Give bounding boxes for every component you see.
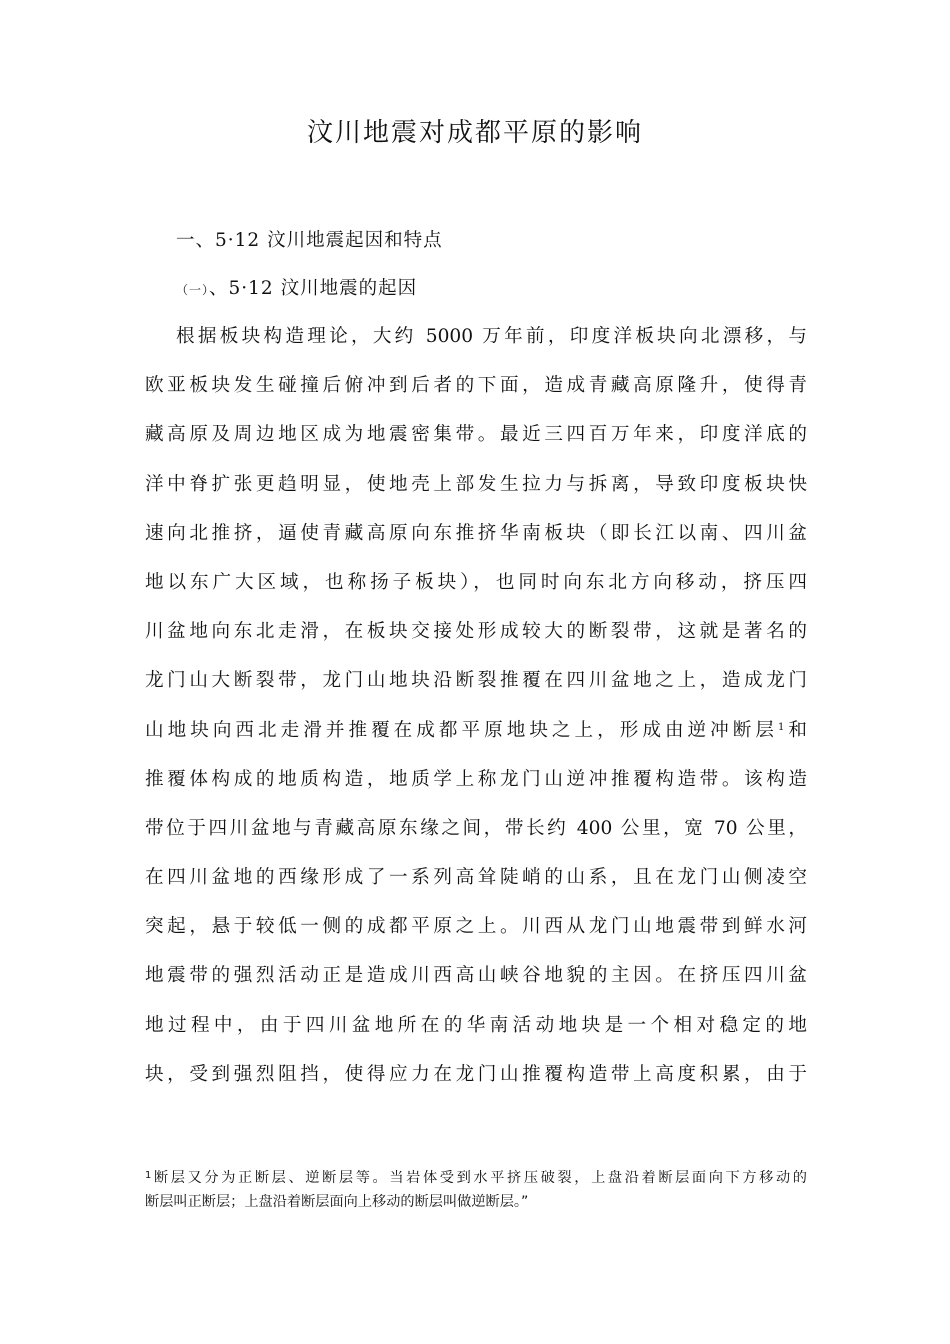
footnote-text: 断层又分为正断层、逆断层等。当岩体受到水平挤压破裂，上盘沿着断层面向下方移动的: [151, 1170, 807, 1186]
body-paragraph: [145, 322, 807, 1109]
text-line: 根据板块构造理论，大约 5000 万年前，印度洋板块向北漂移，与: [176, 326, 807, 347]
footnote: [145, 1164, 807, 1214]
text-line: 龙门山大断裂带，龙门山地块沿断裂推覆在四川盆地之上，造成龙门: [145, 670, 807, 692]
footnote-reference: 1: [778, 721, 785, 733]
text-line: 速向北推挤，逼使青藏高原向东推挤华南板块（即长江以南、四川盆: [145, 522, 807, 544]
text-line: 藏高原及周边地区成为地震密集带。最近三四百万年来，印度洋底的: [145, 424, 807, 446]
text-line: 地震带的强烈活动正是造成川西高山峡谷地貌的主因。在挤压四川盆: [145, 965, 807, 987]
text-line: 地以东广大区域，也称扬子板块），也同时向东北方向移动，挤压四: [145, 571, 807, 593]
text-line: 洋中脊扩张更趋明显，使地壳上部发生拉力与拆离，导致印度板块快: [145, 473, 807, 495]
text-line: 推覆体构成的地质构造，地质学上称龙门山逆冲推覆构造带。该构造: [145, 768, 807, 790]
section-heading: 一、5·12 汶川地震起因和特点: [176, 230, 443, 251]
text-line: 带位于四川盆地与青藏高原东缘之间，带长约 400 公里，宽 70 公里，: [145, 817, 807, 839]
subsection-number: （一）: [176, 283, 210, 297]
text-line-main: 山地块向西北走滑并推覆在成都平原地块之上，形成由逆冲断层: [145, 719, 778, 741]
text-line: 突起，悬于较低一侧的成都平原之上。川西从龙门山地震带到鲜水河: [145, 916, 807, 938]
text-line: [145, 716, 807, 765]
footnote-mark: 1: [145, 1170, 152, 1181]
footnote-line: [145, 1164, 807, 1190]
text-line: 块，受到强烈阻挡，使得应力在龙门山推覆构造带上高度积累，由于: [145, 1063, 807, 1085]
text-line: 在四川盆地的西缘形成了一系列高耸陡峭的山系，且在龙门山侧凌空: [145, 867, 807, 889]
subsection-heading: [176, 274, 417, 300]
subsection-title: 、5·12 汶川地震的起因: [209, 278, 418, 299]
page-title: 汶川地震对成都平原的影响: [306, 118, 643, 148]
text-line: 川盆地向东北走滑，在板块交接处形成较大的断裂带，这就是著名的: [145, 621, 807, 643]
footnote-line: 断层叫正断层；上盘沿着断层面向上移动的断层叫做逆断层。”: [145, 1194, 529, 1210]
text-line: 地过程中，由于四川盆地所在的华南活动地块是一个相对稳定的地: [145, 1014, 807, 1036]
text-line-tail: 和: [784, 719, 807, 741]
text-line: 欧亚板块发生碰撞后俯冲到后者的下面，造成青藏高原隆升，使得青: [145, 375, 807, 397]
